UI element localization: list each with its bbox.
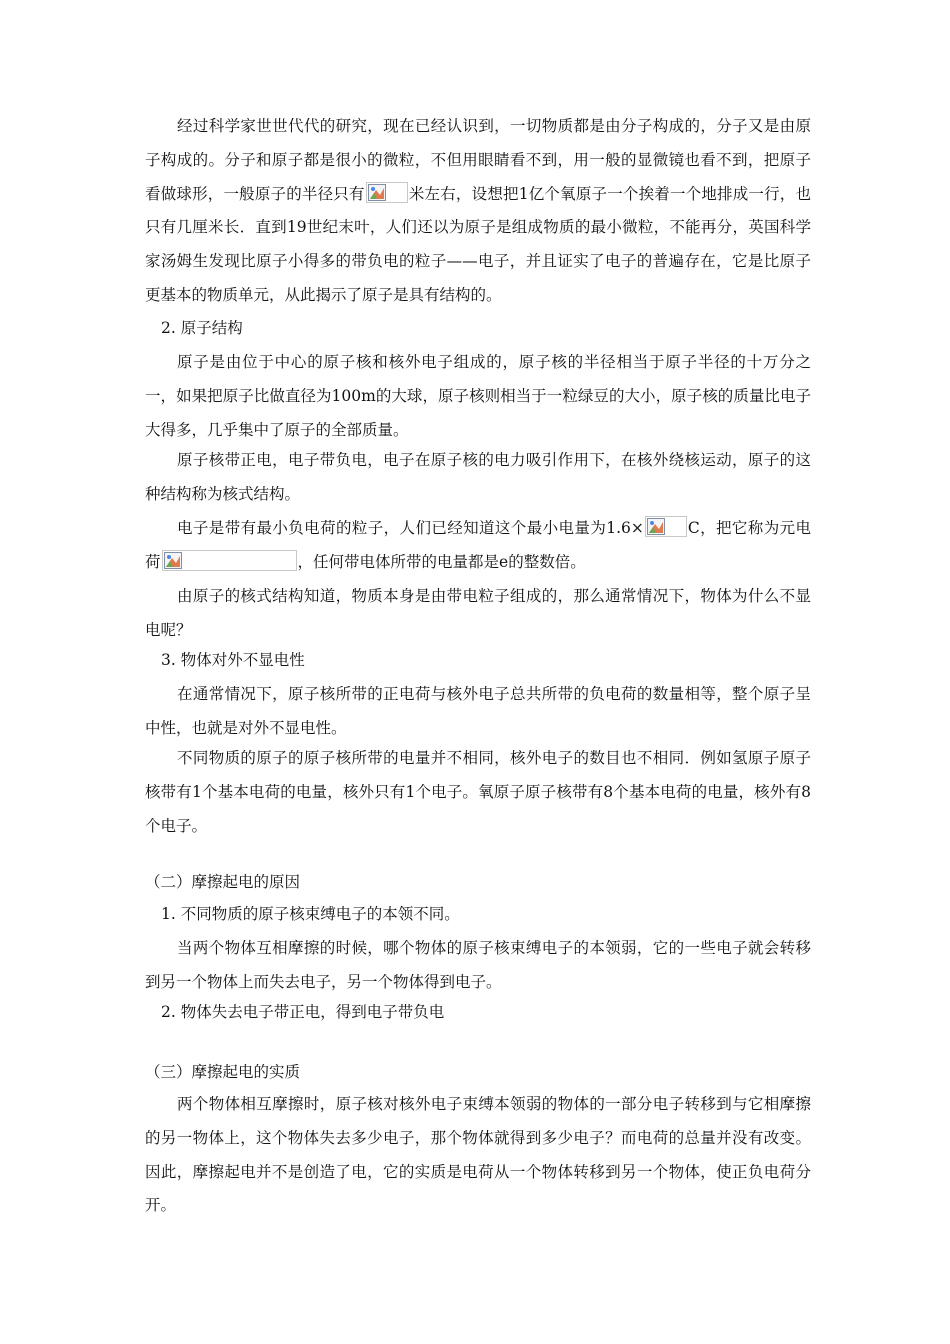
heading-neutrality: 3. 物体对外不显电性 [161,651,305,669]
paragraph-atom-composition: 原子是由位于中心的原子核和核外电子组成的，原子核的半径相当于原子半径的十万分之一，如果把原子比做直径为100m的大球，原子核则相当于一粒绿豆的大小，原子核的质量比电子大得多，几乎集中了原子的全部质量。 [145,353,811,439]
broken-image-icon [162,550,297,571]
paragraph-essence: 两个物体相互摩擦时，原子核对核外电子束缚本领弱的物体的一部分电子转移到与它相摩擦的另一物体上，这个物体失去多少电子，那个物体就得到多少电子？而电荷的总量并没有改变。因此，摩擦起电并不是创造了电，它的实质是电荷从一个物体转移到另一个物体，使正负电荷分开。 [145,1095,811,1215]
paragraph-text: 电子是带有最小负电荷的粒子，人们已经知道这个最小电量为1.6× [177,519,644,537]
paragraph-text: ，任何带电体所带的电量都是e的整数倍。 [297,552,586,571]
broken-image-icon [645,516,687,537]
broken-image-icon [366,182,408,203]
subheading-gain-lose: 2. 物体失去电子带正电，得到电子带负电 [161,1003,445,1021]
subheading-binding-ability: 1. 不同物质的原子核束缚电子的本领不同。 [161,905,460,923]
heading-atomic-structure: 2. 原子结构 [161,319,243,337]
paragraph-why-neutral: 由原子的核式结构知道，物质本身是由带电粒子组成的，那么通常情况下，物体为什么不显电呢？ [145,587,811,639]
paragraph-electron-transfer: 当两个物体互相摩擦的时候，哪个物体的原子核束缚电子的本领弱，它的一些电子就会转移到另一个物体上而失去电子，另一个物体得到电子。 [145,939,811,991]
section-heading-cause: （二）摩擦起电的原因 [145,873,301,891]
paragraph-elementary-charge [145,512,811,580]
paragraph-hydrogen-oxygen: 不同物质的原子的原子核所带的电量并不相同，核外电子的数目也不相同．例如氢原子原子核带有1个基本电荷的电量，核外只有1个电子。氧原子原子核带有8个基本电荷的电量，核外有8个电子。 [145,749,811,835]
paragraph-text: C，把它称为元电荷 [145,519,811,571]
paragraph-neutral-charge: 在通常情况下，原子核所带的正电荷与核外电子总共所带的负电荷的数量相等，整个原子呈中性，也就是对外不显电性。 [145,685,811,737]
section-heading-essence: （三）摩擦起电的实质 [145,1063,301,1081]
paragraph-atom-history [145,110,811,313]
paragraph-text: 米左右，设想把1亿个氧原子一个挨着一个地排成一行，也只有几厘米长．直到19世纪末叶，人们还以为原子是组成物质的最小微粒，不能再分，英国科学家汤姆生发现比原子小得多的带负电的粒子——电子，并且证实了电子的普遍存在，它是比原子更基本的物质单元，从此揭示了原子是具有结构的。 [145,184,811,304]
paragraph-nuclear-structure: 原子核带正电，电子带负电，电子在原子核的电力吸引作用下，在核外绕核运动，原子的这种结构称为核式结构。 [145,451,811,503]
paragraph-text: 经过科学家世世代代的研究，现在已经认识到，一切物质都是由分子构成的，分子又是由原子构成的。分子和原子都是很小的微粒，不但用眼睛看不到，用一般的显微镜也看不到，把原子看做球形，一般原子的半径只有 [145,117,811,203]
